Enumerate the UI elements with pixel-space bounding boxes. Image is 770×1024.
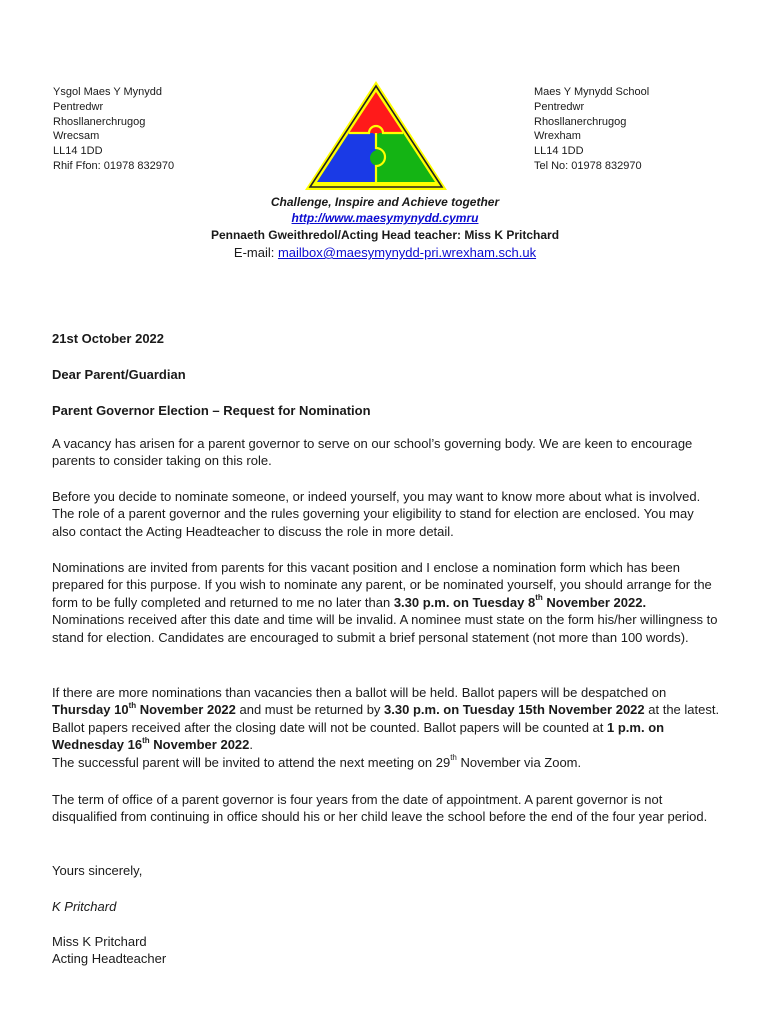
signatory-name: Miss K Pritchard [52,934,147,949]
paragraph-text: The term of office of a parent governor is four years from the date of appointment. A parent governor is not disqualified from continuing in office should his or her child leave the school before the end of the four year period. [52,792,708,825]
text-run: and must be returned by [235,702,385,718]
despatch-date: Thursday 10 [52,702,129,718]
paragraph-text [52,559,720,646]
address-line: Rhosllanerchrugog [534,115,627,128]
text-run: Nominations are invited from parents for this vacant position and I enclose a nomination form which has been prepared for this purpose. If you wish to nominate any parent, or be nominated yourself, you should arrange for the form to be fully completed and returned to me no later than [52,560,712,610]
signature: K Pritchard [52,899,117,914]
address-line: Pentredwr [53,100,104,113]
closing: Yours sincerely, [52,863,143,878]
email-link[interactable]: mailbox@maesymynydd-pri.wrexham.sch.uk [277,245,537,260]
phone-line: Tel No: 01978 832970 [534,159,642,172]
count-date: 1 p.m. on Wednesday 16 [52,719,665,753]
paragraph-text: A vacancy has arisen for a parent governor to serve on our school’s governing body. We are keen to encourage parents to consider taking on this role. [52,436,693,469]
salutation: Dear Parent/Guardian [52,367,186,382]
deadline-month: November 2022. [542,594,647,610]
address-line: Wrexham [534,130,581,143]
address-line: Wrecsam [53,130,100,143]
address-line: Rhosllanerchrugog [53,115,146,128]
email-line [0,245,770,260]
website-link[interactable]: http://www.maesymynydd.cymru [291,211,479,225]
address-line: Maes Y Mynydd School [534,86,650,98]
ordinal-suffix: th [450,753,457,763]
head-teacher-line: Pennaeth Gweithredol/Acting Head teacher: Miss K Pritchard [210,228,560,242]
deadline-date: 3.30 p.m. on Tuesday 8 [393,594,536,610]
ordinal-suffix: th [142,735,150,745]
text-run: The successful parent will be invited to attend the next meeting on 29 [52,754,451,770]
paragraph-ballot [52,684,720,771]
address-line: LL14 1DD [53,145,103,158]
text-run: If there are more nominations than vacancies then a ballot will be held. Ballot papers will be despatched on [52,685,667,700]
ordinal-suffix: th [128,701,137,711]
text-run: at the latest. Ballot papers received after the closing date will not be counted. Ballot papers will be counted at [52,702,720,735]
paragraph-text [52,684,720,754]
address-line: LL14 1DD [534,145,584,158]
text-run: November via Zoom. [456,754,582,770]
count-month: November 2022 [149,737,250,753]
paragraph-vacancy [52,435,720,470]
email-label: E-mail: [233,245,278,260]
text-run: . [249,737,254,753]
ordinal-suffix: th [535,593,543,603]
letter-subject: Parent Governor Election – Request for Nomination [52,403,371,418]
logo-puzzle-tab [355,149,369,163]
despatch-month: November 2022 [136,702,236,718]
paragraph-before-nominating [52,488,720,540]
return-deadline: 3.30 p.m. on Tuesday 15th November 2022 [384,702,645,718]
paragraph-text: Before you decide to nominate someone, or indeed yourself, you may want to know more about what is involved. The role of a parent governor and the rules governing your eligibility to stand for election are enclosed. You may also contact the Acting Headteacher to discuss the role in more detail. [52,489,701,539]
welsh-address [53,85,174,174]
paragraph-nominations [52,559,720,646]
school-logo [302,78,450,192]
paragraph-text [52,754,720,771]
address-line: Pentredwr [534,100,585,113]
text-run: Nominations received after this date and time will be invalid. A nominee must state on the form his/her willingness to stand for election. Candidates are encouraged to submit a brief personal statement (not more than 100 words). [52,612,718,645]
school-tagline: Challenge, Inspire and Achieve together [270,195,500,209]
paragraph-term-of-office [52,791,720,826]
signatory-title: Acting Headteacher [52,951,167,966]
phone-line: Rhif Ffon: 01978 832970 [53,159,175,172]
letter-date: 21st October 2022 [52,331,165,346]
address-line: Ysgol Maes Y Mynydd [53,86,163,98]
english-address [534,85,649,174]
